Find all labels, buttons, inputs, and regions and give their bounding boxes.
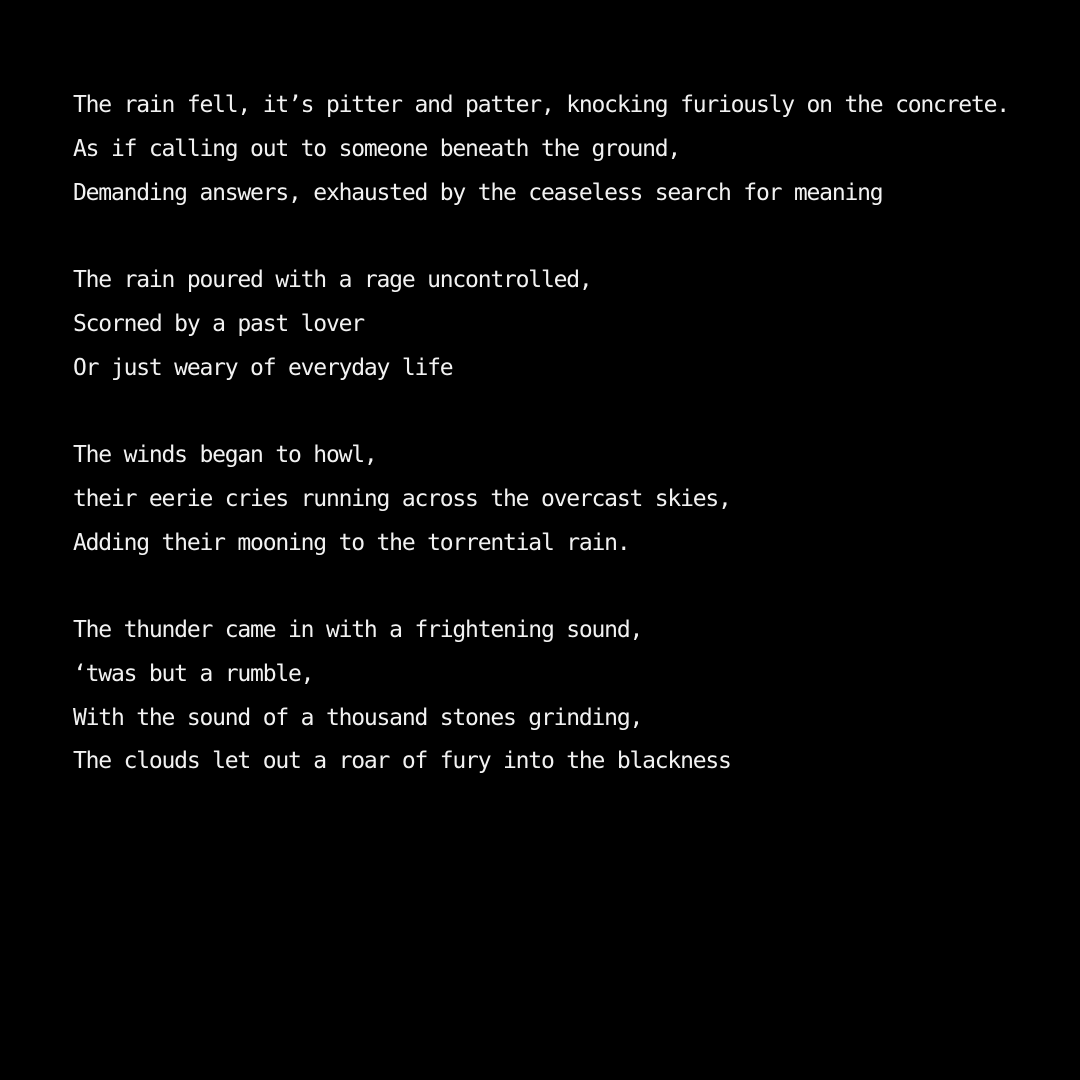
poem-line: The rain fell, it’s pitter and patter, knocking furiously on the concrete. (73, 92, 1009, 118)
poem-line: The clouds let out a roar of fury into the blackness (73, 748, 731, 775)
poem-line: The rain poured with a rage uncontrolled, (73, 267, 592, 293)
poem-line: Demanding answers, exhausted by the ceaseless search for meaning (73, 179, 883, 206)
stanza-4 (73, 609, 1063, 784)
poem-line: The thunder came in with a frightening sound, (73, 617, 643, 643)
poem-line: their eerie cries running across the overcast skies, (73, 485, 731, 512)
stanza-1 (73, 84, 1063, 215)
poem-line: As if calling out to someone beneath the ground, (73, 135, 681, 162)
poem-line: ‘twas but a rumble, (73, 660, 314, 687)
poem-body (73, 84, 1063, 828)
stanza-2 (73, 259, 1063, 390)
stanza-3 (73, 434, 1063, 565)
poem-line: With the sound of a thousand stones grinding, (73, 704, 643, 731)
poem-line: Adding their mooning to the torrential rain. (73, 529, 630, 556)
poem-line: Scorned by a past lover (73, 310, 364, 337)
poem-line: Or just weary of everyday life (73, 354, 453, 381)
poem-line: The winds began to howl, (73, 442, 377, 468)
